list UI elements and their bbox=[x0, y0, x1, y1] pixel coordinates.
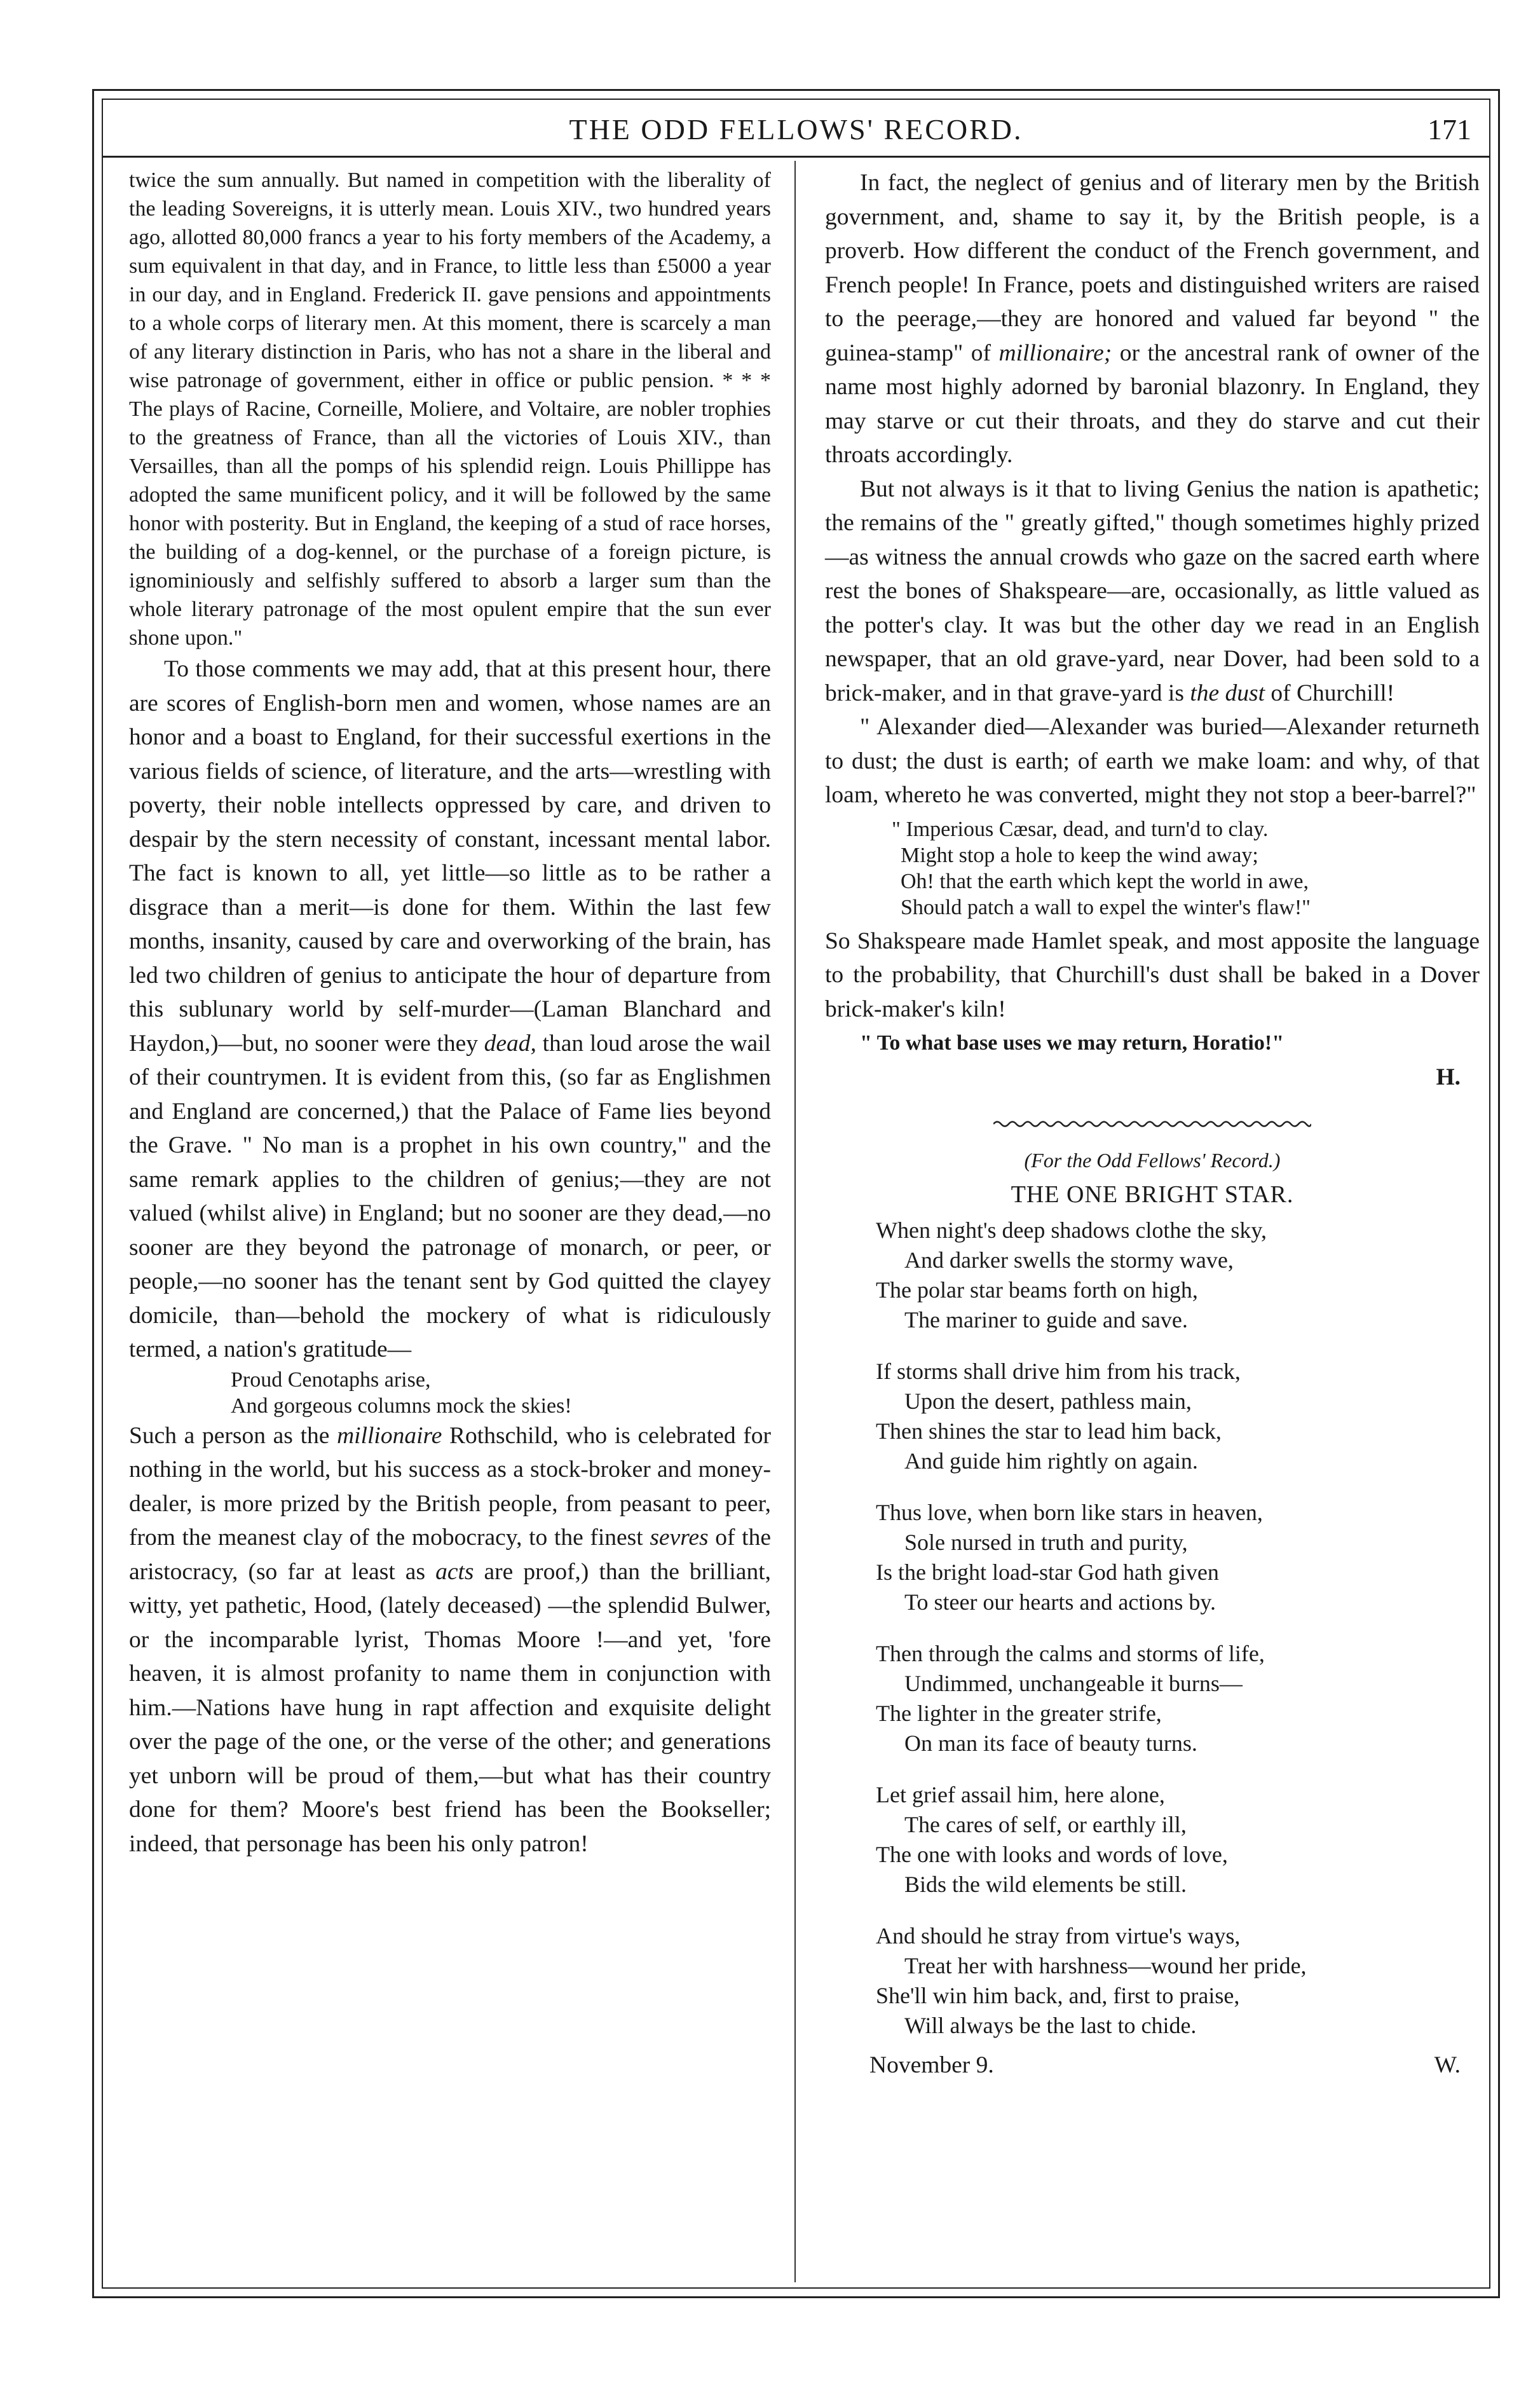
left-column bbox=[129, 166, 771, 1861]
running-header bbox=[102, 99, 1490, 158]
page-number: 171 bbox=[1428, 113, 1471, 146]
poem-footer bbox=[825, 2048, 1480, 2083]
poem-date: November 9. bbox=[869, 2052, 994, 2078]
poem-stanza: Let grief assail him, here alone, The cares of self, or earthly ill, The one with looks and words of love, Bids the wild elements be still. bbox=[876, 1782, 1228, 1897]
poem-stanza: If storms shall drive him from his track, Upon the desert, pathless main, Then shines the star to lead him back, And guide him rightly on again. bbox=[876, 1359, 1241, 1474]
page-frame bbox=[92, 89, 1500, 2298]
paragraph: In fact, the neglect of genius and of literary men by the British government, and, shame to say it, by the British people, is a proverb. How different the conduct of the French government, and French people! In France, poets and distinguished writers are raised to the peerage,—they are honored and valued far beyond " the guinea-stamp" of millionaire; or the ancestral rank of owner of the name most highly adorned by baronial blazonry. In England, they may starve or cut their throats, and they do starve and cut their throats accordingly. bbox=[825, 170, 1480, 468]
closing-quote: " To what base uses we may return, Horatio!" bbox=[860, 1031, 1284, 1055]
column-divider bbox=[794, 161, 796, 2282]
article-signature: H. bbox=[1436, 1064, 1461, 1090]
paragraph: Such a person as the millionaire Rothschild, who is celebrated for nothing in the world, but his success as a stock-broker and money-dealer, is more prized by the British people, from peasant to peer, from the meanest clay of the mobocracy, to the finest sevres of the aristocracy, (so far at least as acts are proof,) than the brilliant, witty, yet pathetic, Hood, (lately deceased) —the splendid Bulwer, or the incomparable lyrist, Thomas Moore !—and yet, 'fore heaven, it is almost profanity to name them in conjunction with him.—Nations have hung in rapt affection and exquisite delight over the page of the one, or the verse of the other; and generations yet unborn will be proud of them,—but what has their country done for them? Moore's best friend has been the Bookseller; indeed, that personage has been his only patron! bbox=[129, 1422, 772, 1857]
hamlet-quote: " Imperious Cæsar, dead, and turn'd to clay. Might stop a hole to keep the wind away; Oh! that the earth which kept the world in awe, Should patch a wall to expel the winter's flaw!" bbox=[892, 817, 1311, 919]
right-column bbox=[825, 166, 1480, 2083]
poem-signature: W. bbox=[1434, 2052, 1461, 2078]
poem-title: THE ONE BRIGHT STAR. bbox=[1011, 1181, 1294, 1208]
poem-stanza: When night's deep shadows clothe the sky, And darker swells the stormy wave, The polar star beams forth on high, The mariner to guide and save. bbox=[876, 1217, 1267, 1333]
inline-quote: Proud Cenotaphs arise, And gorgeous columns mock the skies! bbox=[231, 1367, 572, 1418]
poem bbox=[876, 1216, 1480, 2041]
wavy-rule bbox=[993, 1120, 1311, 1128]
poem-stanza: Thus love, when born like stars in heaven, Sole nursed in truth and purity, Is the bright load-star God hath given To steer our hearts and actions by. bbox=[876, 1500, 1263, 1615]
paragraph: But not always is it that to living Genius the nation is apathetic; the remains of the " greatly gifted," though sometimes highly prized—as witness the annual crowds who gaze on the sacred earth where rest the bones of Shakspeare—are, occasionally, as little valued as the potter's clay. It was but the other day we read in an English newspaper, that an old grave-yard, near Dover, had been sold to a brick-maker, and in that grave-yard is the dust of Churchill! bbox=[825, 476, 1480, 706]
periodical-title: THE ODD FELLOWS' RECORD. bbox=[569, 113, 1023, 146]
paragraph: " Alexander died—Alexander was buried—Alexander returneth to dust; the dust is earth; of earth we make loam: and why, of that loam, whereto he was converted, might they not stop a beer-barrel?" bbox=[825, 714, 1480, 808]
poem-stanza: And should he stray from virtue's ways, Treat her with harshness—wound her pride, She'll win him back, and, first to praise, Will always be the last to chide. bbox=[876, 1923, 1307, 2038]
paragraph: So Shakspeare made Hamlet speak, and most apposite the language to the probability, that Churchill's dust shall be baked in a Dover brick-maker's kiln! bbox=[825, 928, 1480, 1022]
poem-source: (For the Odd Fellows' Record.) bbox=[1024, 1149, 1281, 1172]
poem-stanza: Then through the calms and storms of life, Undimmed, unchangeable it burns— The lighter in the greater strife, On man its face of beauty turns. bbox=[876, 1641, 1265, 1756]
paragraph: twice the sum annually. But named in competition with the liberality of the leading Sovereigns, it is utterly mean. Louis XIV., two hundred years ago, allotted 80,000 francs a year to his forty members of the Academy, a sum equivalent in that day, and in France, to little less than £5000 a year in our day, and in England. Frederick II. gave pensions and appointments to a whole corps of literary men. At this moment, there is scarcely a man of any literary distinction in Paris, who has not a share in the liberal and wise patronage of government, either in office or public pension. * * * The plays of Racine, Corneille, Moliere, and Voltaire, are nobler trophies to the greatness of France, than all the victories of Louis XIV., than Versailles, than all the pomps of his splendid reign. Louis Phillippe has adopted the same munificent policy, and it will be followed by the same honor with posterity. But in England, the keeping of a stud of race horses, the building of a dog-kennel, or the purchase of a foreign picture, is ignominiously and selfishly suffered to absorb a larger sum than the whole literary patronage of the most opulent empire that the sun ever shone upon." bbox=[129, 168, 771, 650]
paragraph: To those comments we may add, that at this present hour, there are scores of English-born men and women, whose names are an honor and a boast to England, for their successful exertions in the various fields of science, of literature, and the arts—wrestling with poverty, their noble intellects oppressed by care, and driven to despair by the stern necessity of constant, incessant mental labor. The fact is known to all, yet little—so little as to be rather a disgrace than a merit—is done for them. Within the last few months, insanity, caused by care and overworking of the brain, has led two children of genius to anticipate the hour of departure from this sublunary world by self-murder—(Laman Blanchard and Haydon,)—but, no sooner were they dead, than loud arose the wail of their countrymen. It is evident from this, (so far as Englishmen and England are concerned,) that the Palace of Fame lies beyond the Grave. " No man is a prophet in his own country," and the same remark applies to the children of genius;—they are not valued (whilst alive) in England; but no sooner are they dead,—no sooner are they beyond the patronage of monarch, or peer, or people,—no sooner has the tenant sent by God quitted the clayey domicile, than—behold the mockery of what is ridiculously termed, a nation's gratitude— bbox=[129, 656, 772, 1362]
